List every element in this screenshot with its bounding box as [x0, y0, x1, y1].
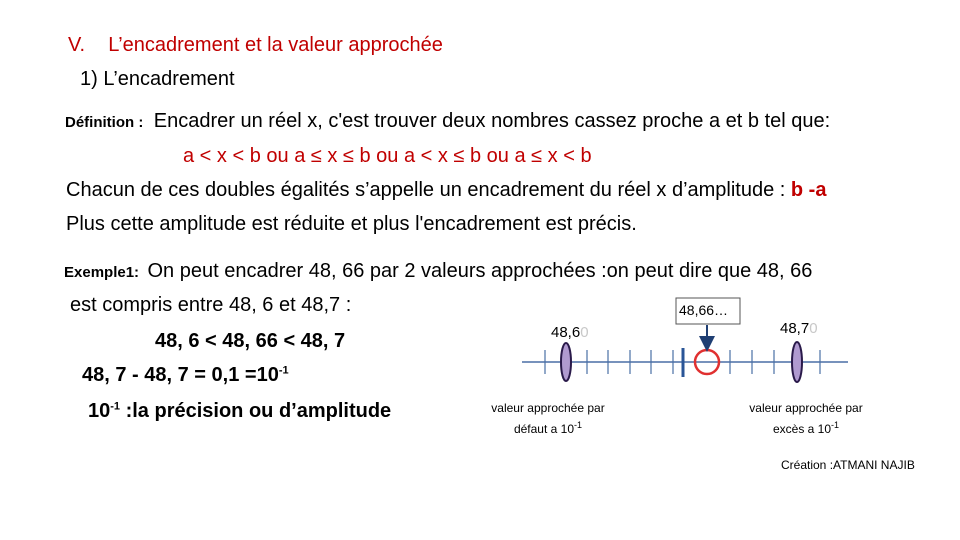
left-caption-line-1: valeur approchée par: [491, 401, 605, 415]
precision-note: Plus cette amplitude est réduite et plus l'encadrement est précis.: [66, 213, 637, 235]
precision-text: :la précision ou d’amplitude: [120, 400, 392, 422]
right-bound-marker: [792, 342, 802, 382]
right-value-label: [780, 320, 818, 337]
left-value-label: [551, 324, 589, 341]
left-caption-line-2: [478, 417, 618, 438]
example-inequality: 48, 6 < 48, 66 < 48, 7: [155, 330, 346, 352]
definition-text: Encadrer un réel x, c'est trouver deux nombres cassez proche a et b tel que:: [153, 110, 831, 132]
left-caption: [478, 400, 618, 438]
left-value: 48,6: [551, 324, 581, 341]
right-caption-text: excès a 10: [772, 422, 832, 436]
definition-label: Définition :: [65, 114, 144, 131]
example-text: On peut encadrer 48, 66 par 2 valeurs approchées :on peut dire que 48, 66: [147, 260, 813, 282]
credit-label: Création :: [781, 458, 834, 472]
right-caption-line-2: [734, 417, 878, 438]
example-line-2: est compris entre 48, 6 et 48,7 :: [70, 294, 352, 316]
amplitude-text: Chacun de ces doubles égalités s’appelle un encadrement du réel x d’amplitude :: [66, 179, 791, 201]
credit-name: ATMANI NAJIB: [833, 458, 915, 472]
right-value-suffix: 0: [809, 320, 818, 337]
section-number: V.: [68, 34, 86, 56]
middle-value-label: 48,66…: [679, 302, 729, 318]
precision-exponent: -1: [110, 400, 121, 413]
right-caption-exponent: -1: [831, 420, 840, 430]
left-bound-marker: [561, 343, 571, 381]
inequalities-line: a < x < b ou a ≤ x ≤ b ou a < x ≤ b ou a ≤ x < b: [183, 145, 592, 167]
right-value: 48,7: [780, 320, 810, 337]
amplitude-value: b -a: [790, 179, 827, 201]
difference-exponent: -1: [278, 364, 289, 377]
right-caption-line-1: valeur approchée par: [749, 401, 863, 415]
precision-base: 10: [88, 400, 111, 422]
credit: [781, 458, 915, 472]
difference-text: 48, 7 - 48, 7 = 0,1 =10: [82, 364, 279, 386]
left-caption-text: défaut a 10: [513, 422, 575, 436]
subsection-title: 1) L’encadrement: [80, 68, 235, 90]
left-value-suffix: 0: [580, 324, 589, 341]
left-caption-exponent: -1: [574, 420, 583, 430]
example-label: Exemple1:: [64, 264, 140, 281]
right-caption: [734, 400, 878, 438]
section-title: L’encadrement et la valeur approchée: [108, 34, 443, 56]
